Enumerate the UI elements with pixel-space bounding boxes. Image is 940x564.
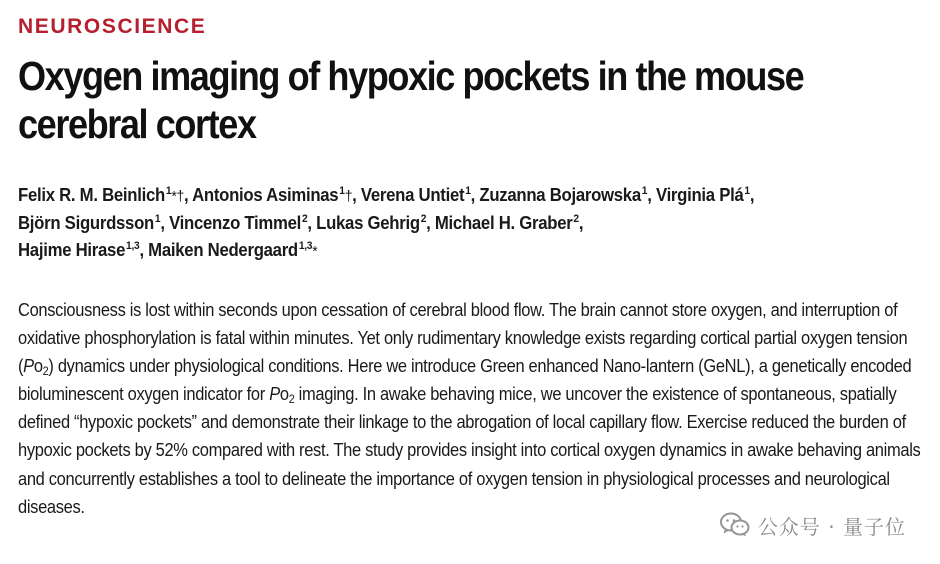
author: Michael H. Graber$^2$ bbox=[434, 213, 579, 233]
watermark-text: 公众号 · 量子位 bbox=[757, 514, 906, 539]
po2-symbol: P bbox=[269, 384, 280, 405]
author: Antonios Asiminas$^1$† bbox=[192, 185, 353, 205]
wechat-icon bbox=[720, 512, 750, 538]
paper-page bbox=[18, 14, 933, 521]
abstract: Consciousness is lost within seconds upon cessation of cerebral blood flow. The brain cannot store oxygen, and interruption of oxidative phosphorylation is fatal within minutes. Yet only rudimentary knowledge exists regarding cortical partial oxygen tension $(Po_2)$ dynamics under physiological conditions. Here we introduce Green enhanced Nano-lantern (GeNL), a genetically encoded bioluminescent oxygen indicator for $Po_2$ imaging. In awake behaving mice, we uncover the existence of spontaneous, spatially defined “hypoxic pockets” and demonstrate their linkage to the abrogation of local capillary flow. Exercise reduced the burden of hypoxic pockets by 52% compared with rest. The study provides insight into cortical oxygen dynamics in awake behaving animals and concurrently establishes a tool to delineate the importance of oxygen tension in physiological processes and neurological diseases. bbox=[18, 300, 921, 517]
author-list: Felix R. M. Beinlich$^1$*†, Antonios Asiminas$^1$†, Verena Untiet$^1$, Zuzanna Bojarowska$^1$, Virginia Plá$^1$, Björn Sigurdsson$^1$, Vincenzo Timmel$^2$, Lukas Gehrig$^2$, Michael H. Graber$^2$, Hajime Hirase$^{1,3}$, Maiken Nedergaard$^{1,3}$* bbox=[18, 185, 755, 260]
author: Verena Untiet$^1$ bbox=[360, 185, 471, 205]
section-label: NEUROSCIENCE bbox=[18, 15, 207, 38]
paper-title: Oxygen imaging of hypoxic pockets in the mouse cerebral cortex bbox=[18, 53, 804, 147]
author: Virginia Plá$^1$ bbox=[655, 185, 750, 205]
author: Maiken Nedergaard$^{1,3}$* bbox=[148, 240, 318, 260]
author: Vincenzo Timmel$^2$ bbox=[169, 213, 308, 233]
watermark bbox=[716, 510, 910, 540]
author: Felix R. M. Beinlich$^1$*† bbox=[18, 185, 184, 205]
author: Björn Sigurdsson$^1$ bbox=[18, 213, 161, 233]
po2-symbol: P bbox=[23, 356, 34, 377]
author: Lukas Gehrig$^2$ bbox=[316, 213, 427, 233]
author: Hajime Hirase$^{1,3}$ bbox=[18, 240, 140, 260]
author: Zuzanna Bojarowska$^1$ bbox=[479, 185, 648, 205]
